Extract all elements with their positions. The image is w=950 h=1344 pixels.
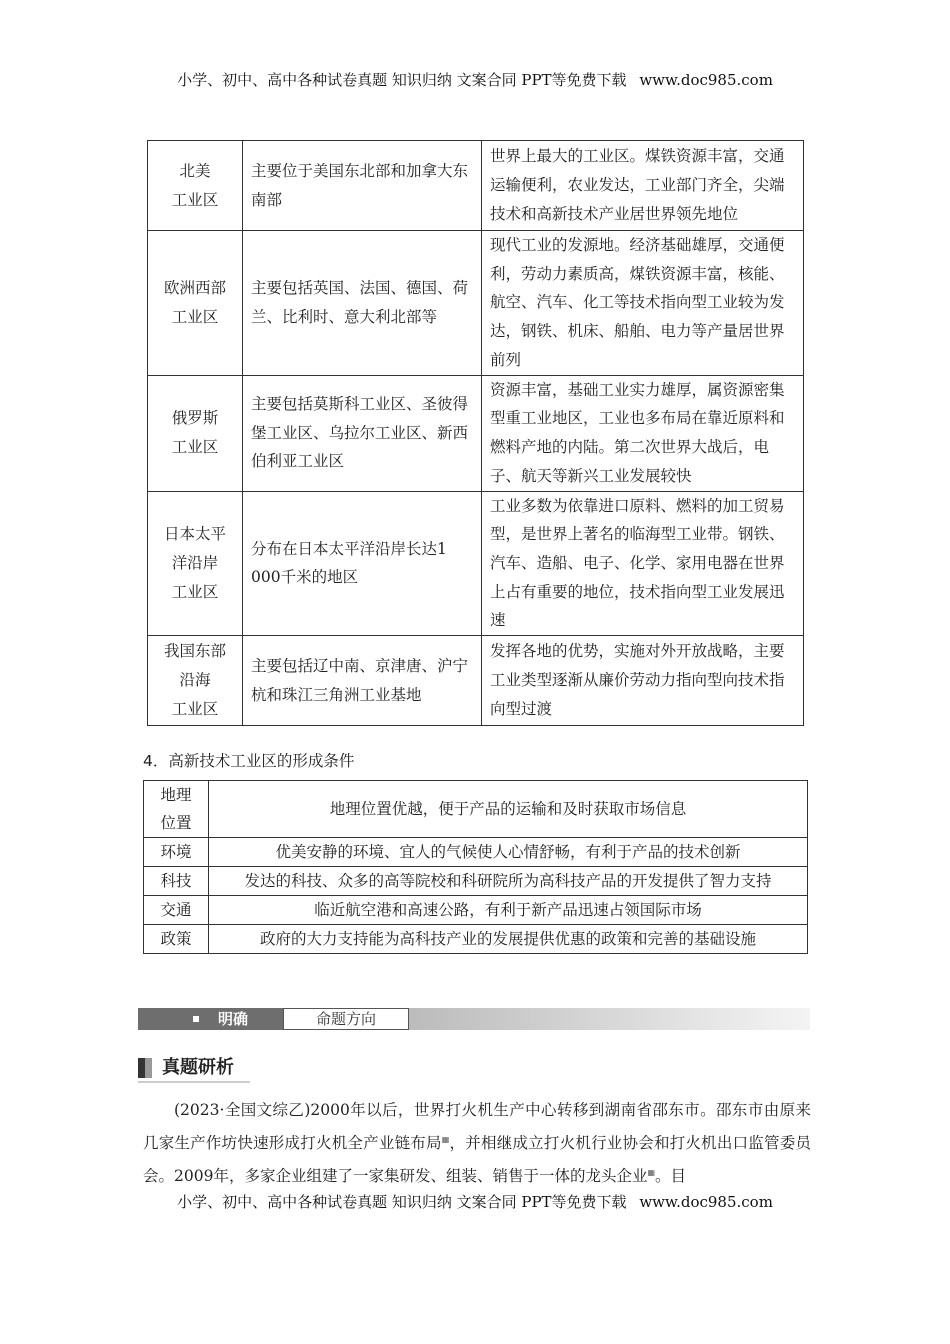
- cell-value: 政府的大力支持能为高科技产业的发展提供优惠的政策和完善的基础设施: [209, 925, 808, 954]
- cell-features: 世界上最大的工业区。煤铁资源丰富，交通运输便利，农业发达，工业部门齐全，尖端技术和高新技术产业居世界领先地位: [482, 141, 804, 231]
- cell-features: 发挥各地的优势，实施对外开放战略，主要工业类型逐渐从廉价劳动力指向型向技术指向型过渡: [482, 636, 804, 726]
- annotation-mark-icon: ▦: [647, 1168, 656, 1178]
- para-part-2: ，并相继成立打火机行业协会和打火机出口监管委员会。2009年，多家企业组建了一家集研发、组装、销售于一体的龙头企业: [143, 1134, 811, 1186]
- cell-key: 环境: [144, 838, 209, 867]
- industrial-regions-table: [147, 140, 804, 726]
- cell-features: 资源丰富，基础工业实力雄厚，属资源密集型重工业地区，工业也多布局在靠近原料和燃料产地的内陆。第二次世界大战后，电子、航天等新兴工业发展较快: [482, 375, 804, 491]
- footer-link[interactable]: www.doc985.com: [639, 1193, 773, 1211]
- banner-dark-label: 明确: [218, 1010, 249, 1028]
- cell-name: 北美 工业区: [148, 141, 243, 231]
- cell-location: 主要位于美国东北部和加拿大东南部: [243, 141, 482, 231]
- banner-light-label: 命题方向: [283, 1008, 409, 1030]
- cell-key: 地理 位置: [144, 781, 209, 838]
- table-row: [148, 375, 804, 491]
- cell-value: 临近航空港和高速公路，有利于新产品迅速占领国际市场: [209, 896, 808, 925]
- cell-value: 地理位置优越，便于产品的运输和及时获取市场信息: [209, 781, 808, 838]
- table-row: [148, 231, 804, 376]
- cell-location: 主要包括莫斯科工业区、圣彼得堡工业区、乌拉尔工业区、新西伯利亚工业区: [243, 375, 482, 491]
- table-row: [148, 141, 804, 231]
- question-paragraph: [143, 1096, 811, 1191]
- page-header: [0, 69, 950, 90]
- para-part-1: (2023·全国文综乙)2000年以后，世界打火机生产中心转移到湖南省邵东市。邵东市由原来几家生产作坊快速形成打火机全产业链布局: [143, 1101, 811, 1153]
- annotation-mark-icon: ▦: [441, 1135, 450, 1144]
- cell-key: 交通: [144, 896, 209, 925]
- cell-value: 优美安静的环境、宜人的气候使人心情舒畅，有利于产品的技术创新: [209, 838, 808, 867]
- cell-location: 主要包括辽中南、京津唐、沪宁杭和珠江三角洲工业基地: [243, 636, 482, 726]
- table-row: [144, 867, 808, 896]
- table-row: [148, 491, 804, 636]
- square-icon: [193, 1016, 199, 1022]
- footer-text: 小学、初中、高中各种试卷真题 知识归纳 文案合同 PPT等免费下载: [177, 1193, 627, 1211]
- header-link[interactable]: www.doc985.com: [639, 71, 773, 89]
- cell-name: 欧洲西部 工业区: [148, 231, 243, 376]
- cell-key: 政策: [144, 925, 209, 954]
- cell-name: 我国东部 沿海 工业区: [148, 636, 243, 726]
- cell-value: 发达的科技、众多的高等院校和科研院所为高科技产品的开发提供了智力支持: [209, 867, 808, 896]
- header-text: 小学、初中、高中各种试卷真题 知识归纳 文案合同 PPT等免费下载: [177, 71, 627, 89]
- cell-key: 科技: [144, 867, 209, 896]
- table-row: [144, 925, 808, 954]
- cell-location: 分布在日本太平洋沿岸长达1 000千米的地区: [243, 491, 482, 636]
- table-row: [144, 896, 808, 925]
- section-title: [138, 1055, 250, 1083]
- cell-name: 俄罗斯 工业区: [148, 375, 243, 491]
- cell-features: 工业多数为依靠进口原料、燃料的加工贸易型，是世界上著名的临海型工业带。钢铁、汽车、造船、电子、化学、家用电器在世界上占有重要的地位，技术指向型工业发展迅速: [482, 491, 804, 636]
- table-row: [144, 781, 808, 838]
- cell-name: 日本太平 洋沿岸 工业区: [148, 491, 243, 636]
- hightech-conditions-table: [143, 780, 808, 954]
- cell-features: 现代工业的发源地。经济基础雄厚，交通便利，劳动力素质高，煤铁资源丰富，核能、航空、汽车、化工等技术指向型工业较为发达，钢铁、机床、船舶、电力等产量居世界前列: [482, 231, 804, 376]
- table-row: [148, 636, 804, 726]
- cell-location: 主要包括英国、法国、德国、荷兰、比利时、意大利北部等: [243, 231, 482, 376]
- para-part-3: 。目: [655, 1167, 687, 1186]
- section-marker-icon: [138, 1058, 152, 1078]
- section-title-text: 真题研析: [162, 1057, 234, 1078]
- banner-dark: [138, 1008, 283, 1030]
- table-row: [144, 838, 808, 867]
- section-4-heading: 4．高新技术工业区的形成条件: [143, 752, 355, 770]
- page-footer: [0, 1191, 950, 1212]
- section-banner: [138, 1008, 810, 1030]
